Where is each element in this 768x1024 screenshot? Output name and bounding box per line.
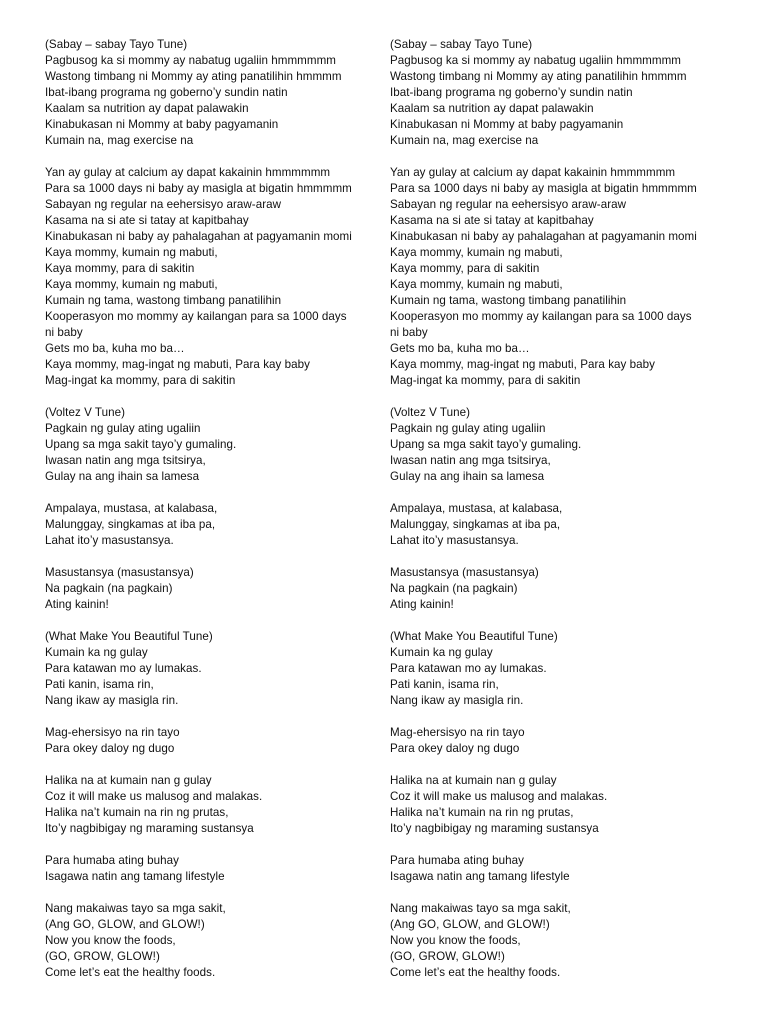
lyric-line: Kaya mommy, kumain ng mabuti, (390, 246, 563, 259)
lyric-line: Now you know the foods, (45, 934, 176, 947)
lyric-line (390, 837, 730, 853)
lyric-line: Coz it will make us malusog and malakas. (45, 790, 263, 803)
lyric-line: (Ang GO, GLOW, and GLOW!) (45, 918, 205, 931)
lyric-line: Kasama na si ate si tatay at kapitbahay (390, 214, 594, 227)
lyric-line: Masustansya (masustansya) (45, 566, 194, 579)
lyric-line: Kaalam sa nutrition ay dapat palawakin (45, 102, 249, 115)
lyric-line (390, 389, 730, 405)
lyric-line: Kaya mommy, kumain ng mabuti, (45, 246, 218, 259)
lyric-line (390, 149, 730, 165)
lyric-line: Pagkain ng gulay ating ugaliin (390, 422, 546, 435)
lyric-line: Coz it will make us malusog and malakas. (390, 790, 608, 803)
lyric-line: (What Make You Beautiful Tune) (390, 630, 558, 643)
lyric-line: Come let’s eat the healthy foods. (390, 966, 561, 979)
lyric-line (390, 709, 730, 725)
lyric-line: Pati kanin, isama rin, (45, 678, 154, 691)
lyric-line: Ampalaya, mustasa, at kalabasa, (45, 502, 218, 515)
lyric-line (390, 485, 730, 501)
lyric-line: Ibat-ibang programa ng goberno’y sundin natin (45, 86, 288, 99)
lyric-line (45, 549, 385, 565)
lyric-line: Lahat ito’y masustansya. (45, 534, 174, 547)
lyric-line: Ito’y nagbibigay ng maraming sustansya (390, 822, 599, 835)
lyric-line: Mag-ingat ka mommy, para di sakitin (390, 374, 581, 387)
lyric-line: Halika na at kumain nan g gulay (390, 774, 557, 787)
lyric-line: Ating kainin! (45, 598, 109, 611)
lyric-line (45, 885, 385, 901)
lyric-line: Para sa 1000 days ni baby ay masigla at bigatin hmmmmm (390, 182, 697, 195)
lyric-line: Yan ay gulay at calcium ay dapat kakainin hmmmmmm (45, 166, 331, 179)
lyric-line: Sabayan ng regular na eehersisyo araw-araw (45, 198, 282, 211)
lyric-line: Kumain ka ng gulay (390, 646, 493, 659)
lyric-line: Malunggay, singkamas at iba pa, (390, 518, 561, 531)
lyric-line: Kaya mommy, para di sakitin (390, 262, 540, 275)
lyric-line: Kumain ka ng gulay (45, 646, 148, 659)
lyric-line: (Sabay – sabay Tayo Tune) (45, 38, 188, 51)
lyrics-column-right (390, 37, 730, 981)
lyric-line: Kumain ng tama, wastong timbang panatilihin (390, 294, 627, 307)
lyric-line: Kumain ng tama, wastong timbang panatilihin (45, 294, 282, 307)
lyric-line: Nang makaiwas tayo sa mga sakit, (45, 902, 226, 915)
lyric-line: Mag-ehersisyo na rin tayo (390, 726, 525, 739)
lyric-line: Halika na’t kumain na rin ng prutas, (45, 806, 229, 819)
lyric-line: (What Make You Beautiful Tune) (45, 630, 213, 643)
lyric-line: Pati kanin, isama rin, (390, 678, 499, 691)
lyric-line: Ibat-ibang programa ng goberno’y sundin natin (390, 86, 633, 99)
lyric-line: Kinabukasan ni Mommy at baby pagyamanin (390, 118, 624, 131)
lyric-line: Pagkain ng gulay ating ugaliin (45, 422, 201, 435)
lyric-line: Para sa 1000 days ni baby ay masigla at bigatin hmmmmm (45, 182, 352, 195)
lyric-line: ni baby (390, 326, 428, 339)
lyric-line (390, 613, 730, 629)
lyric-line: Upang sa mga sakit tayo’y gumaling. (45, 438, 237, 451)
lyric-line: Kaya mommy, para di sakitin (45, 262, 195, 275)
lyric-line: (GO, GROW, GLOW!) (390, 950, 505, 963)
lyric-line: Now you know the foods, (390, 934, 521, 947)
lyric-line: (GO, GROW, GLOW!) (45, 950, 160, 963)
lyric-line: Pagbusog ka si mommy ay nabatug ugaliin hmmmmmm (45, 54, 337, 67)
lyric-line: Kaya mommy, kumain ng mabuti, (390, 278, 563, 291)
lyric-line: Na pagkain (na pagkain) (390, 582, 518, 595)
lyric-line: ni baby (45, 326, 83, 339)
lyric-line: Nang ikaw ay masigla rin. (390, 694, 524, 707)
lyric-line: Kaya mommy, kumain ng mabuti, (45, 278, 218, 291)
lyric-line: Kaalam sa nutrition ay dapat palawakin (390, 102, 594, 115)
lyric-line: Wastong timbang ni Mommy ay ating panatilihin hmmmm (45, 70, 342, 83)
lyric-line: Come let’s eat the healthy foods. (45, 966, 216, 979)
lyric-line: Malunggay, singkamas at iba pa, (45, 518, 216, 531)
lyric-line: Kinabukasan ni Mommy at baby pagyamanin (45, 118, 279, 131)
lyric-line: (Voltez V Tune) (390, 406, 471, 419)
lyric-line: Kumain na, mag exercise na (390, 134, 539, 147)
lyric-line: Para okey daloy ng dugo (45, 742, 175, 755)
lyrics-column-left (45, 37, 385, 981)
lyric-line: Halika na’t kumain na rin ng prutas, (390, 806, 574, 819)
lyric-line: Iwasan natin ang mga tsitsirya, (45, 454, 206, 467)
lyric-line: Na pagkain (na pagkain) (45, 582, 173, 595)
lyric-line: Isagawa natin ang tamang lifestyle (45, 870, 225, 883)
lyric-line (45, 389, 385, 405)
lyric-line: Lahat ito’y masustansya. (390, 534, 519, 547)
lyric-line: Kasama na si ate si tatay at kapitbahay (45, 214, 249, 227)
lyric-line: Kaya mommy, mag-ingat ng mabuti, Para kay baby (390, 358, 655, 371)
lyric-line: Gulay na ang ihain sa lamesa (45, 470, 200, 483)
lyric-line: (Voltez V Tune) (45, 406, 126, 419)
lyric-line: Sabayan ng regular na eehersisyo araw-araw (390, 198, 627, 211)
lyric-line: Nang ikaw ay masigla rin. (45, 694, 179, 707)
lyric-line (45, 757, 385, 773)
lyric-line: Wastong timbang ni Mommy ay ating panatilihin hmmmm (390, 70, 687, 83)
lyric-line: Isagawa natin ang tamang lifestyle (390, 870, 570, 883)
lyric-line: Para katawan mo ay lumakas. (390, 662, 547, 675)
lyric-line: Para okey daloy ng dugo (390, 742, 520, 755)
lyric-line (45, 485, 385, 501)
lyric-line: Mag-ingat ka mommy, para di sakitin (45, 374, 236, 387)
lyric-line: Para humaba ating buhay (45, 854, 179, 867)
lyric-line: Para humaba ating buhay (390, 854, 524, 867)
lyric-line (45, 149, 385, 165)
lyric-line: Pagbusog ka si mommy ay nabatug ugaliin hmmmmmm (390, 54, 682, 67)
lyric-line (45, 613, 385, 629)
lyric-line: Halika na at kumain nan g gulay (45, 774, 212, 787)
lyric-line: Iwasan natin ang mga tsitsirya, (390, 454, 551, 467)
lyric-line: Gets mo ba, kuha mo ba… (45, 342, 185, 355)
lyric-line: Upang sa mga sakit tayo’y gumaling. (390, 438, 582, 451)
lyric-line (390, 885, 730, 901)
lyric-line (390, 549, 730, 565)
lyric-line: Kinabukasan ni baby ay pahalagahan at pagyamanin momi (45, 230, 352, 243)
lyric-line: Nang makaiwas tayo sa mga sakit, (390, 902, 571, 915)
lyric-line: Gulay na ang ihain sa lamesa (390, 470, 545, 483)
lyric-line (390, 757, 730, 773)
lyric-line: (Sabay – sabay Tayo Tune) (390, 38, 533, 51)
lyric-line: Para katawan mo ay lumakas. (45, 662, 202, 675)
lyric-line: Kaya mommy, mag-ingat ng mabuti, Para kay baby (45, 358, 310, 371)
lyric-line (45, 837, 385, 853)
lyric-line: Ito’y nagbibigay ng maraming sustansya (45, 822, 254, 835)
lyric-line: Ating kainin! (390, 598, 454, 611)
lyric-line: Ampalaya, mustasa, at kalabasa, (390, 502, 563, 515)
lyric-line: Kumain na, mag exercise na (45, 134, 194, 147)
lyric-line: Kooperasyon mo mommy ay kailangan para sa 1000 days (45, 310, 347, 323)
lyric-line: Kinabukasan ni baby ay pahalagahan at pagyamanin momi (390, 230, 697, 243)
lyric-line: Gets mo ba, kuha mo ba… (390, 342, 530, 355)
lyric-line: Yan ay gulay at calcium ay dapat kakainin hmmmmmm (390, 166, 676, 179)
lyric-line: Masustansya (masustansya) (390, 566, 539, 579)
lyric-line: Kooperasyon mo mommy ay kailangan para sa 1000 days (390, 310, 692, 323)
lyric-line (45, 709, 385, 725)
lyric-line: (Ang GO, GLOW, and GLOW!) (390, 918, 550, 931)
lyric-line: Mag-ehersisyo na rin tayo (45, 726, 180, 739)
